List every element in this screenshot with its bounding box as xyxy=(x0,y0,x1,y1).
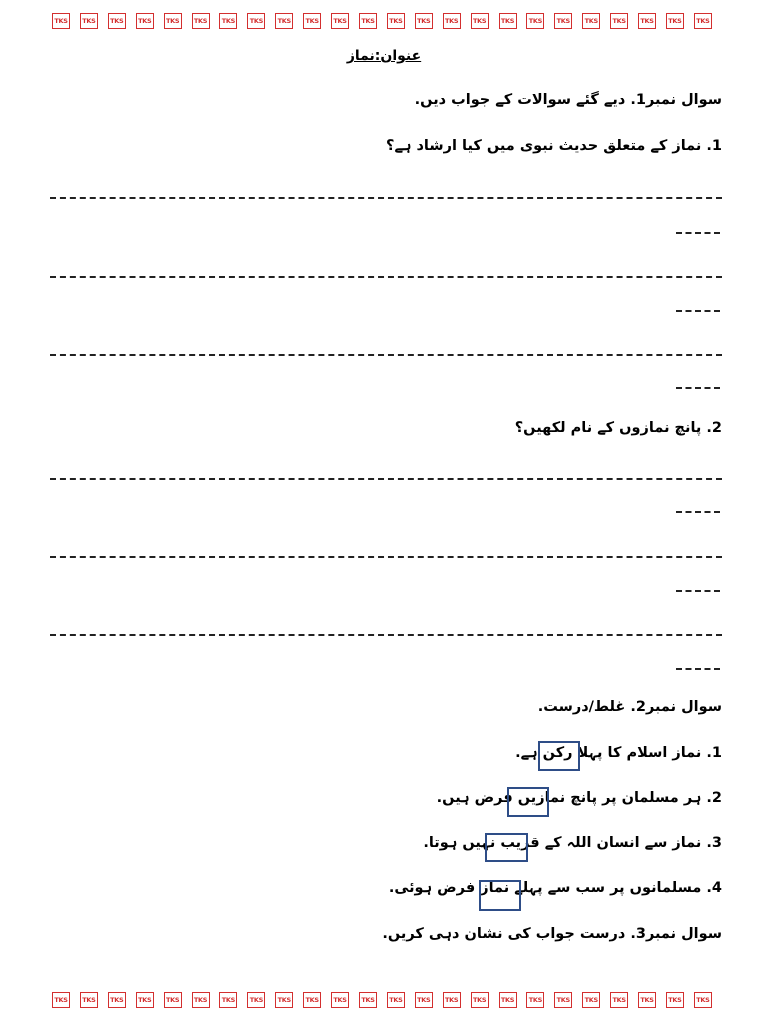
tks-logo-icon: TKS xyxy=(52,13,70,29)
tks-logo-icon: TKS xyxy=(275,13,293,29)
answer-line xyxy=(50,478,722,480)
answer-line xyxy=(50,634,722,636)
tks-logo-icon: TKS xyxy=(554,13,572,29)
answer-line xyxy=(50,276,722,278)
answer-box[interactable] xyxy=(479,880,521,911)
tks-logo-icon: TKS xyxy=(303,13,321,29)
statement-2: 2. ہر مسلمان پر پانچ نمازیں فرض ہیں. xyxy=(436,790,722,806)
answer-box[interactable] xyxy=(507,787,549,817)
section3-heading: سوال نمبر3. درست جواب کی نشان دہی کریں. xyxy=(382,926,722,942)
answer-line xyxy=(50,197,722,199)
tks-logo-icon: TKS xyxy=(694,992,712,1008)
tks-logo-icon: TKS xyxy=(666,992,684,1008)
tks-logo-icon: TKS xyxy=(415,13,433,29)
tks-logo-icon: TKS xyxy=(387,992,405,1008)
tks-logo-icon: TKS xyxy=(219,13,237,29)
tks-logo-icon: TKS xyxy=(415,992,433,1008)
answer-box[interactable] xyxy=(485,833,528,862)
tks-logo-icon: TKS xyxy=(80,13,98,29)
tks-logo-icon: TKS xyxy=(666,13,684,29)
tks-logo-icon: TKS xyxy=(610,13,628,29)
answer-line-end xyxy=(676,590,720,592)
tks-logo-icon: TKS xyxy=(164,992,182,1008)
tks-logo-icon: TKS xyxy=(247,992,265,1008)
tks-logo-icon: TKS xyxy=(471,992,489,1008)
answer-line-end xyxy=(676,511,720,513)
tks-logo-icon: TKS xyxy=(108,13,126,29)
tks-logo-icon: TKS xyxy=(443,992,461,1008)
tks-logo-icon: TKS xyxy=(554,992,572,1008)
tks-logo-icon: TKS xyxy=(638,992,656,1008)
tks-logo-icon: TKS xyxy=(526,13,544,29)
answer-line xyxy=(50,556,722,558)
answer-line-end xyxy=(676,310,720,312)
answer-line xyxy=(50,354,722,356)
tks-logo-icon: TKS xyxy=(136,992,154,1008)
tks-logo-icon: TKS xyxy=(52,992,70,1008)
tks-logo-icon: TKS xyxy=(526,992,544,1008)
section1-heading: سوال نمبر1. دیے گئے سوالات کے جواب دیں. xyxy=(414,92,722,108)
tks-logo-icon: TKS xyxy=(247,13,265,29)
tks-logo-icon: TKS xyxy=(80,992,98,1008)
statement-4: 4. مسلمانوں پر سب سے پہلے نماز فرض ہوئی. xyxy=(388,880,722,896)
tks-logo-icon: TKS xyxy=(164,13,182,29)
tks-logo-icon: TKS xyxy=(219,992,237,1008)
page-title: عنوان:نماز xyxy=(346,48,422,64)
tks-logo-icon: TKS xyxy=(192,13,210,29)
tks-logo-icon: TKS xyxy=(192,992,210,1008)
tks-logo-icon: TKS xyxy=(275,992,293,1008)
question-1: 1. نماز کے متعلق حدیث نبوی میں کیا ارشاد ہے؟ xyxy=(386,138,722,154)
statement-3: 3. نماز سے انسان اللہ کے قریب نہیں ہوتا. xyxy=(423,835,722,851)
tks-logo-icon: TKS xyxy=(443,13,461,29)
tks-logo-icon: TKS xyxy=(108,992,126,1008)
tks-logo-icon: TKS xyxy=(638,13,656,29)
top-border xyxy=(52,13,712,31)
statement-1: 1. نماز اسلام کا پہلا رکن ہے. xyxy=(515,745,722,761)
tks-logo-icon: TKS xyxy=(499,992,517,1008)
tks-logo-icon: TKS xyxy=(694,13,712,29)
tks-logo-icon: TKS xyxy=(582,992,600,1008)
tks-logo-icon: TKS xyxy=(136,13,154,29)
bottom-border xyxy=(52,992,712,1010)
answer-line-end xyxy=(676,668,720,670)
answer-line-end xyxy=(676,387,720,389)
tks-logo-icon: TKS xyxy=(610,992,628,1008)
tks-logo-icon: TKS xyxy=(303,992,321,1008)
tks-logo-icon: TKS xyxy=(359,992,377,1008)
tks-logo-icon: TKS xyxy=(331,13,349,29)
tks-logo-icon: TKS xyxy=(499,13,517,29)
tks-logo-icon: TKS xyxy=(359,13,377,29)
tks-logo-icon: TKS xyxy=(331,992,349,1008)
answer-line-end xyxy=(676,232,720,234)
tks-logo-icon: TKS xyxy=(471,13,489,29)
question-2: 2. پانچ نمازوں کے نام لکھیں؟ xyxy=(514,420,722,436)
tks-logo-icon: TKS xyxy=(582,13,600,29)
section2-heading: سوال نمبر2. غلط/درست. xyxy=(537,699,722,715)
tks-logo-icon: TKS xyxy=(387,13,405,29)
answer-box[interactable] xyxy=(538,741,580,771)
